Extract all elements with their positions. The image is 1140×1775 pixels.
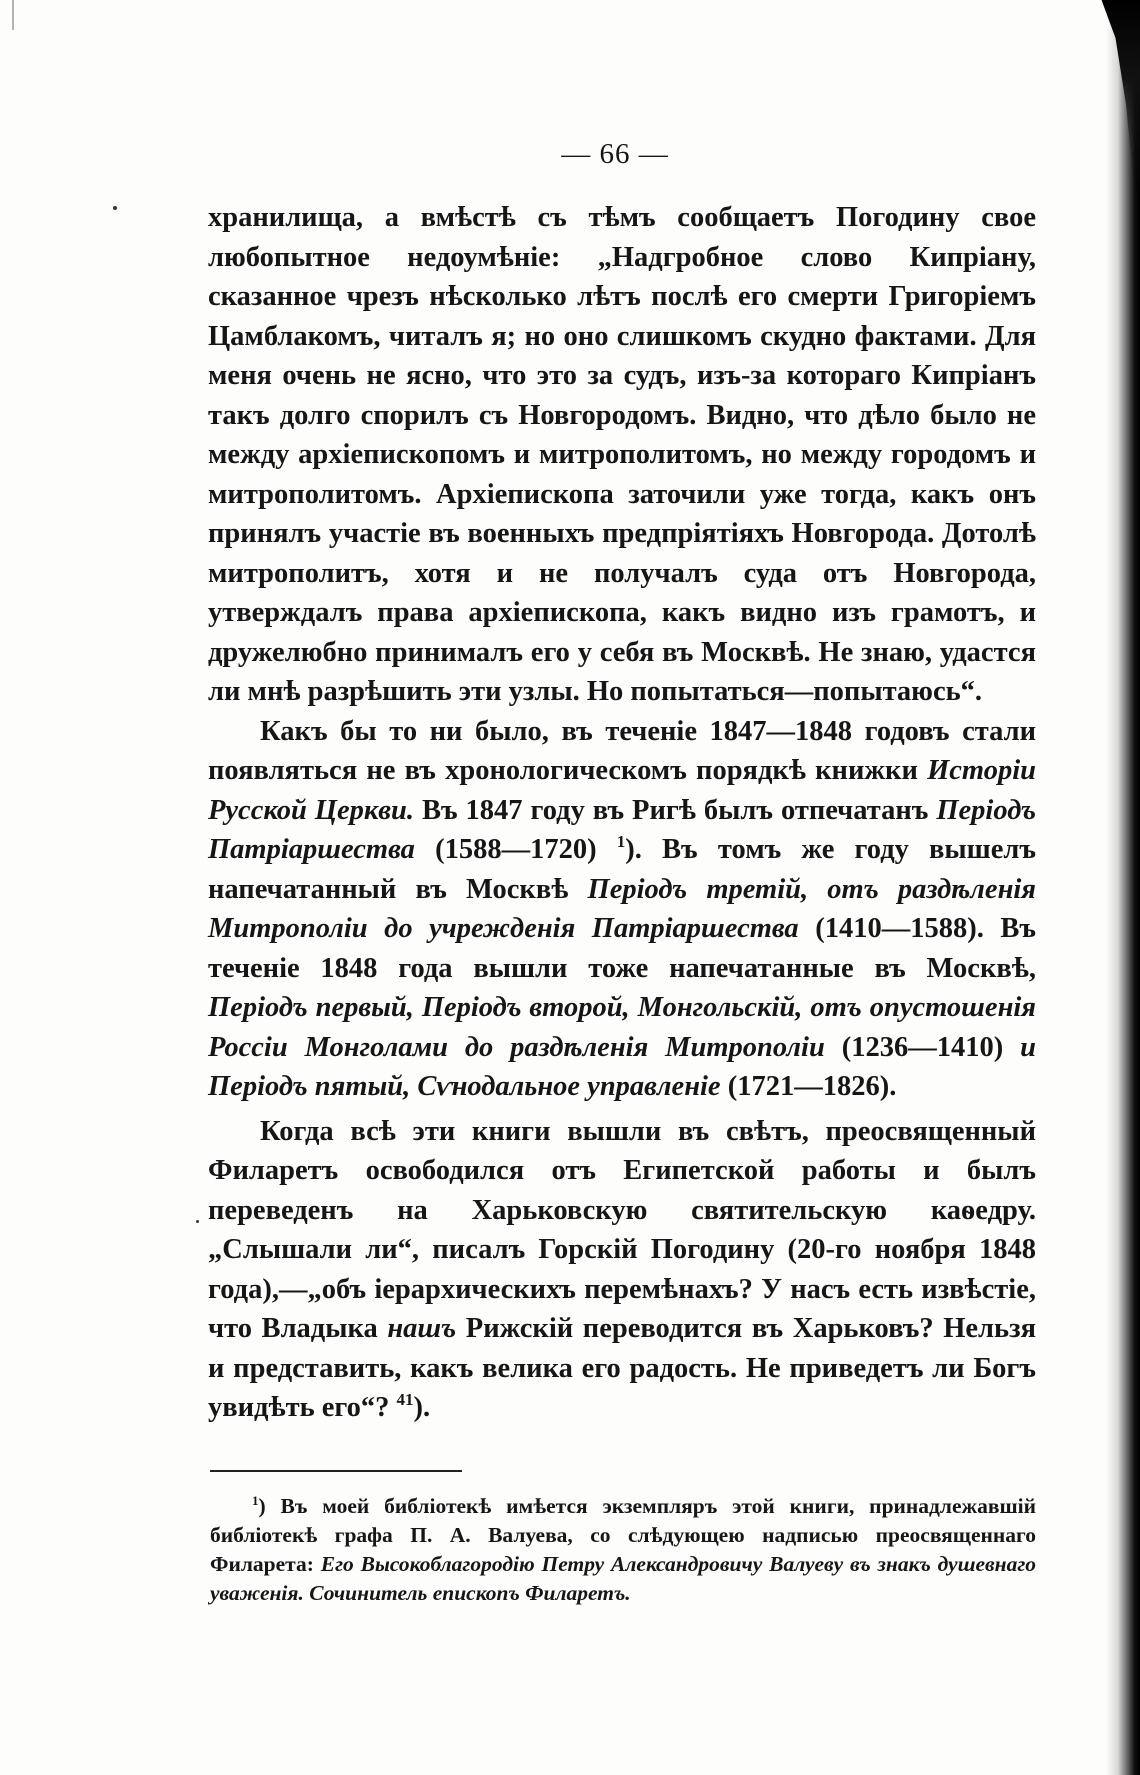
paragraph-2-text: (1588—1720)	[414, 834, 617, 865]
paragraph-3-text: Когда всѣ эти книги вышли въ свѣтъ, преосвященный Филаретъ освободился отъ Египетской работы и былъ переведенъ на Харьковскую святительскую каѳедру. „Слышали ли“, писалъ Горскій Погодину (20-го ноября 1848 года),—„объ іерархическихъ перемѣнахъ? У насъ есть извѣстіе, что Владыка	[208, 1115, 1036, 1344]
paragraph-3-text: Рижскій переводится въ Харьковъ? Нельзя и представить, какъ велика его радость. Не приведетъ ли Богъ увидѣть его“?	[208, 1313, 1036, 1423]
footnote-divider	[210, 1470, 462, 1472]
paragraph-2	[208, 712, 1036, 1107]
paragraph-2-text: (1236—1410)	[824, 1031, 1021, 1063]
paragraph-2-text: Какъ бы то ни было, въ теченіе 1847—1848 годовъ стали появляться не въ хронологическомъ порядкѣ книжки	[208, 715, 1036, 786]
book-title: Періодъ третій, отъ раздѣленія Митрополіи до учрежденія Патріаршества	[208, 873, 1036, 944]
footnote-ref: 41	[396, 1390, 414, 1409]
footnote-marker: 1	[252, 1493, 259, 1508]
paragraph-3-text: ).	[413, 1392, 431, 1423]
footnote-ref: 1	[616, 832, 626, 851]
scan-speck	[196, 1220, 199, 1223]
scan-edge-shadow	[1106, 0, 1140, 1775]
paragraph-1-text: хранилища, а вмѣстѣ съ тѣмъ сообщаетъ Погодину свое любопытное недоумѣніе: „Надгробное слово Кипріану, сказанное чрезъ нѣсколько лѣтъ послѣ его смерти Григоріемъ Цамблакомъ, читалъ я; но оно слишкомъ скудно фактами. Для меня очень не ясно, что это за судъ, изъ-за котораго Кипріанъ такъ долго спорилъ съ Новгородомъ. Видно, что дѣло было не между архіепископомъ и митрополитомъ, но между городомъ и митрополитомъ. Архіепископа заточили уже тогда, какъ онъ принялъ участіе въ военныхъ предпріятіяхъ Новгорода. Дотолѣ митрополитъ, хотя и не получалъ суда отъ Новгорода, утверждалъ права архіепископа, какъ видно изъ грамотъ, и дружелюбно принималъ его у себя въ Москвѣ. Не знаю, удастся ли мнѣ разрѣшить эти узлы. Но попытаться—попытаюсь“.	[208, 202, 1036, 707]
book-title: Періодъ первый, Періодъ второй, Монгольскій, отъ опустошенія Россіи Монголами до раздѣленія Митрополіи	[208, 992, 1036, 1063]
footnote-inscription: Его Высокоблагородію Петру Александровичу Валуеву въ знакъ душевнаго уваженія. Сочинитель епископъ Филаретъ.	[210, 1552, 1037, 1605]
scan-speck	[113, 206, 117, 210]
paragraph-2-text: (1721—1826).	[720, 1071, 897, 1102]
paragraph-3	[208, 1112, 1036, 1428]
paragraph-2-text: ). Въ томъ же году вышелъ напечатанный въ Москвѣ	[208, 834, 1037, 905]
paragraph-2-text: Въ 1847 году въ Ригѣ былъ отпечатанъ	[414, 794, 937, 826]
emphasis: нашъ	[387, 1313, 457, 1344]
footnote	[210, 1492, 1036, 1608]
page-number: — 66 —	[561, 138, 669, 170]
book-title: Періодъ Патріаршества	[208, 794, 1036, 865]
scan-mark	[12, 0, 14, 30]
footnote-text: ) Въ моей библіотекѣ имѣется экземпляръ этой книги, принадлежавшій библіотекѣ графа П. А. Валуева, со слѣдующею надписью преосвященнаго Филарета:	[210, 1494, 1036, 1576]
paragraph-1	[208, 198, 1036, 712]
main-text	[208, 198, 1036, 1428]
book-title: и Періодъ пятый, Сѵнодальное управленіе	[208, 1031, 1037, 1102]
paragraph-2-text: (1410—1588). Въ теченіе 1848 года вышли тоже напечатанные въ Москвѣ,	[208, 913, 1037, 984]
book-title: Исторіи Русской Церкви.	[208, 755, 1036, 826]
